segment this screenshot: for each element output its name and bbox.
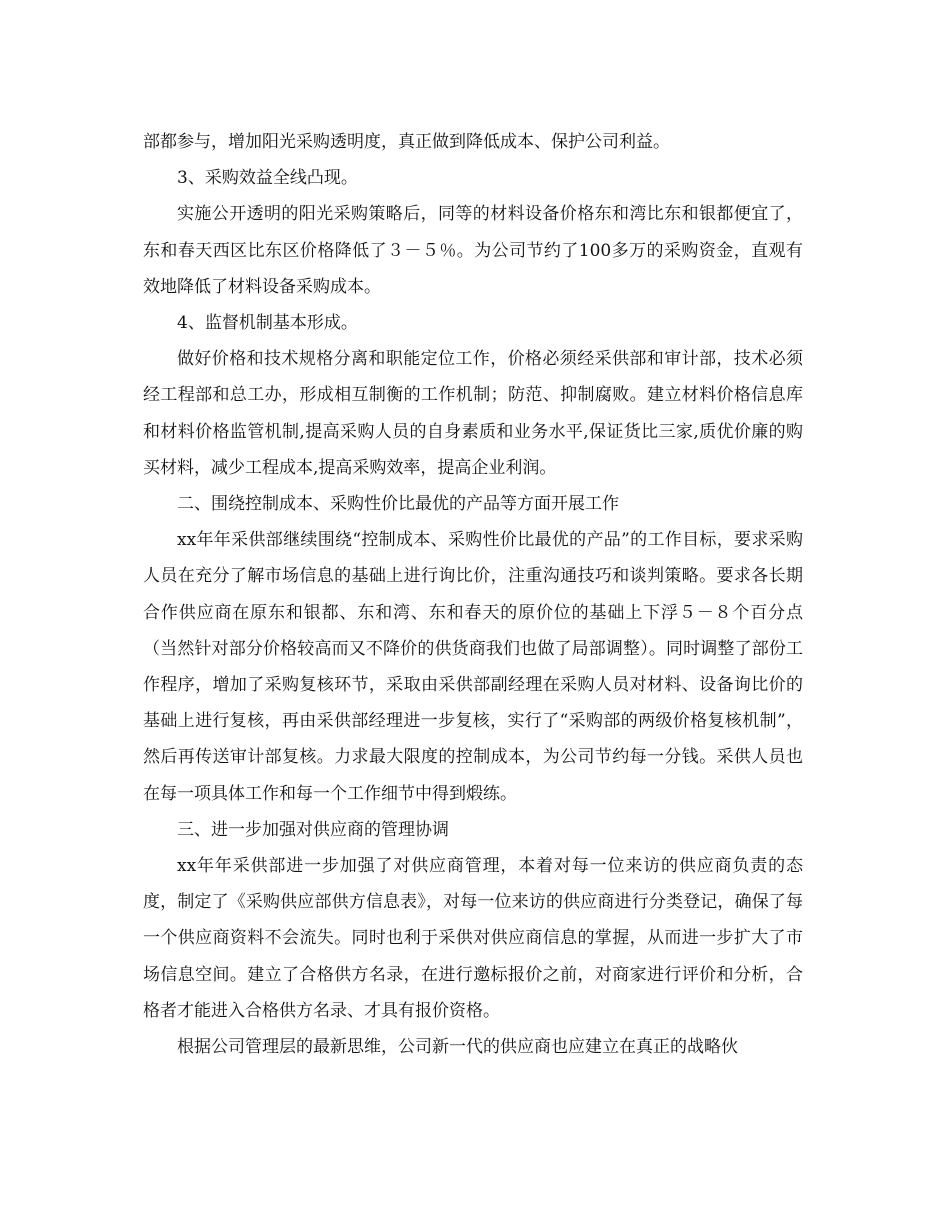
section-heading-3: 三、进一步加强对供应商的管理协调 xyxy=(177,819,449,840)
paragraph-cost-control: xx年年采供部继续围绕“控制成本、采购性价比最优的产品”的工作目标，要求采购人员在充分了解市场信息的基础上进行询比价，注重沟通技巧和谈判策略。要求各长期合作供应商在原东和银都、东和湾、东和春天的原价位的基础上下浮５－８个百分点（当然针对部分价格较高而又不降价的供货商我们也做了局部调整）。同时调整了部份工作程序，增加了采购复核环节，采取由采供部副经理在采购人员对材料、设备询比价的基础上进行复核，再由采供部经理进一步复核，实行了“采购部的两级价格复核机制”，然后再传送审计部复核。力求最大限度的控制成本，为公司节约每一分钱。采供人员也在每一项具体工作和每一个工作细节中得到煅练。 xyxy=(143,530,803,804)
paragraph-supplier-management: xx年年采供部进一步加强了对供应商管理，本着对每一位来访的供应商负责的态度，制定了《采购供应部供方信息表》，对每一位来访的供应商进行分类登记，确保了每一个供应商资料不会流失。同时也利于采供对供应商信息的掌握，从而进一步扩大了市场信息空间。建立了合格供方名录，在进行邀标报价之前，对商家进行评价和分析，合格者才能进入合格供方名录、才具有报价资格。 xyxy=(143,856,803,1021)
item-heading-4: 4、监督机制基本形成。 xyxy=(177,313,358,334)
paragraph-continuation: 部都参与，增加阳光采购透明度，真正做到降低成本、保护公司利益。 xyxy=(143,132,670,152)
document-body xyxy=(143,124,803,1065)
paragraph-supervision: 做好价格和技术规格分离和职能定位工作，价格必须经采供部和审计部，技术必须经工程部和总工办，形成相互制衡的工作机制；防范、抑制腐败。建立材料价格信息库和材料价格监管机制,提高采购人员的自身素质和业务水平,保证货比三家,质优价廉的购买材料，减少工程成本,提高采购效率，提高企业利润。 xyxy=(143,349,803,478)
item-heading-3: 3、采购效益全线凸现。 xyxy=(177,168,358,189)
paragraph-strategic-partner: 根据公司管理层的最新思维，公司新一代的供应商也应建立在真正的战略伙 xyxy=(177,1037,738,1058)
section-heading-2: 二、围绕控制成本、采购性价比最优的产品等方面开展工作 xyxy=(177,494,619,515)
paragraph-procurement-benefit: 实施公开透明的阳光采购策略后，同等的材料设备价格东和湾比东和银都便宜了，东和春天西区比东区价格降低了３－５％。为公司节约了100多万的采购资金，直观有效地降低了材料设备采购成本。 xyxy=(143,204,803,297)
